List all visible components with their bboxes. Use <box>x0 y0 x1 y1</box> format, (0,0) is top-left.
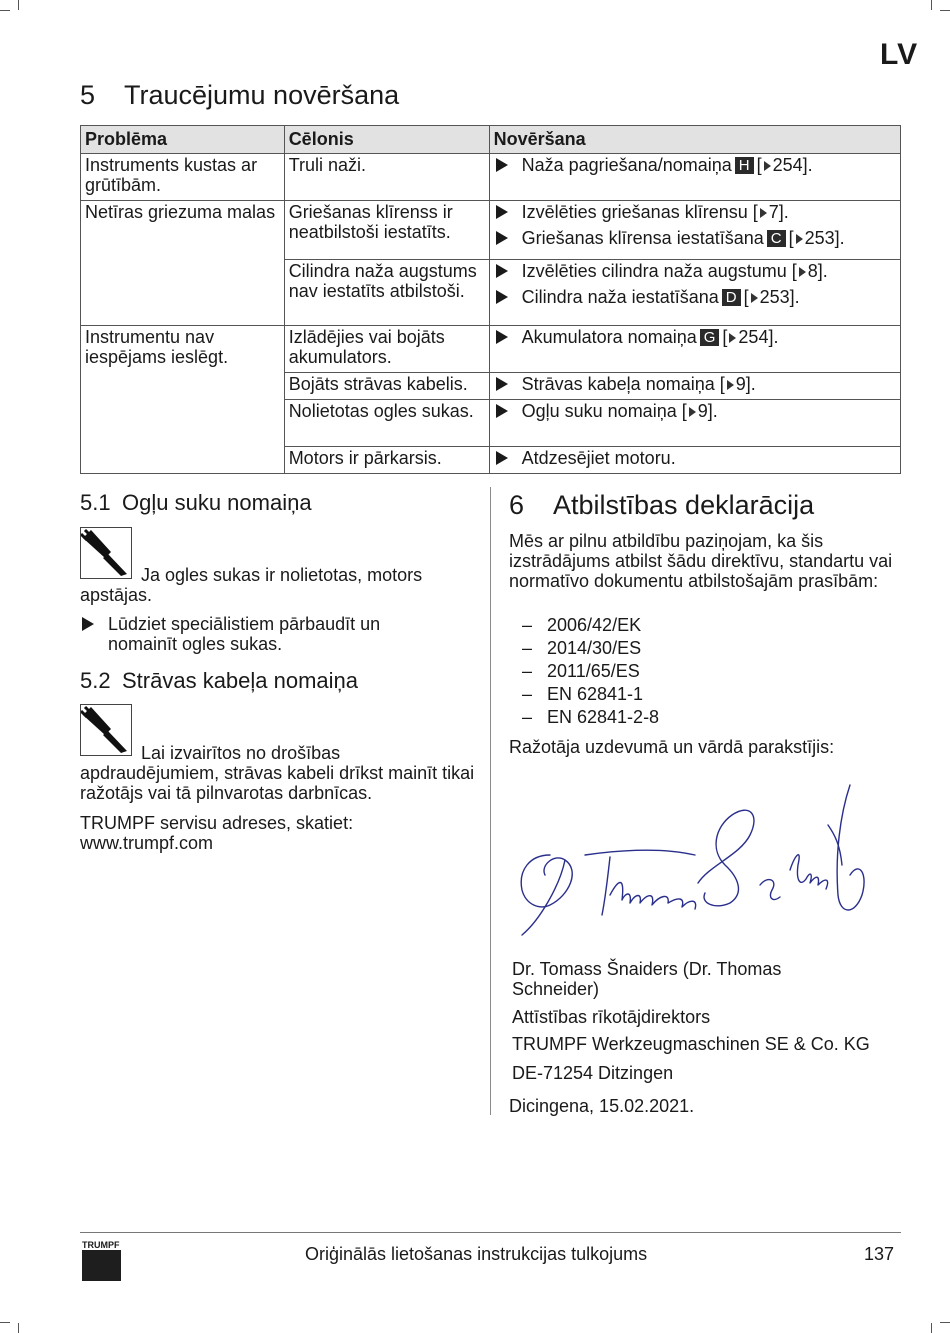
problem-cell: Instruments kustas ar grūtībām. <box>81 154 285 201</box>
section-title: Traucējumu novēršana <box>124 80 400 110</box>
directive: 2006/42/EK <box>547 615 642 635</box>
language-tag: LV <box>880 38 919 71</box>
column-divider <box>490 487 491 1115</box>
table-row <box>81 201 901 260</box>
brand-logo-block <box>82 1250 121 1281</box>
footer-text: Oriģinālās lietošanas instrukcijas tulkojums <box>305 1244 648 1264</box>
list-item: – 2006/42/EK <box>522 615 642 635</box>
troubleshooting-table <box>80 125 901 474</box>
declaration-intro: Mēs ar pilnu atbildību paziņojam, ka šis izstrādājums atbilst šādu direktīvu, standartu vai normatīvo dokumentu atbilstošajām prasībām: <box>509 531 893 591</box>
directive: EN 62841-1 <box>547 684 644 704</box>
bullet-triangle-icon <box>496 404 508 418</box>
directive: 2014/30/ES <box>547 638 642 658</box>
remedy-item: Griešanas klīrensa iestatīšana C [ 253]. <box>494 228 896 248</box>
remedy-item: Naža pagriešana/nomaiņa H [ 254]. <box>494 155 896 175</box>
cause-cell: Izlādējies vai bojāts akumulators. <box>284 326 489 373</box>
bullet-triangle-icon <box>496 330 508 344</box>
cause-cell: Motors ir pārkarsis. <box>284 447 489 474</box>
crop-mark <box>940 1322 950 1323</box>
remedy-text: Izvēlēties griešanas klīrensu [ <box>521 202 758 222</box>
list-item: – EN 62841-2-8 <box>522 707 660 727</box>
section-5-heading <box>80 80 399 111</box>
crop-mark <box>18 0 19 10</box>
figure-badge: G <box>700 329 720 346</box>
page-reference-arrow-icon <box>796 234 803 244</box>
service-note: TRUMPF servisu adreses, skatiet: www.trumpf.com <box>80 813 354 853</box>
bullet-triangle-icon <box>496 205 508 219</box>
remedy-cell <box>489 326 900 373</box>
cause-cell: Nolietotas ogles sukas. <box>284 400 489 447</box>
signer-name: Dr. Tomass Šnaiders (Dr. Thomas Schneider) <box>512 959 782 999</box>
page-reference: 7]. <box>768 202 789 222</box>
column-header: Novēršana <box>489 126 900 154</box>
page-reference: 254]. <box>738 327 779 347</box>
page-reference-arrow-icon <box>799 267 806 277</box>
crop-mark <box>931 1323 932 1333</box>
section-5-2-heading <box>80 668 358 694</box>
section-number: 5 <box>80 80 96 110</box>
remedy-cell <box>489 201 900 260</box>
bullet-triangle-icon <box>496 158 508 172</box>
signature-caption: Ražotāja uzdevumā un vārdā parakstījis: <box>509 737 835 757</box>
page-reference: 8]. <box>807 261 828 281</box>
cause-cell: Griešanas klīrenss ir neatbilstoši iestatīts. <box>284 201 489 260</box>
remedy-item <box>494 401 896 421</box>
page-reference-arrow-icon <box>729 333 736 343</box>
remedy-text: Strāvas kabeļa nomaiņa [ <box>521 374 725 394</box>
directive: EN 62841-2-8 <box>547 707 660 727</box>
figure-badge: H <box>735 157 754 174</box>
section-title: Atbilstības deklarācija <box>553 490 815 520</box>
crop-mark <box>0 1322 10 1323</box>
company-name: TRUMPF Werkzeugmaschinen SE & Co. KG <box>512 1034 870 1054</box>
place-and-date: Dicingena, 15.02.2021. <box>509 1096 695 1116</box>
page-reference: 253]. <box>804 228 845 248</box>
page-reference-arrow-icon <box>751 293 758 303</box>
figure-badge: D <box>722 289 741 306</box>
directive: 2011/65/ES <box>547 661 640 681</box>
page-number: 137 <box>864 1244 895 1264</box>
remedy-item: Akumulatora nomaiņa G [ 254]. <box>494 327 896 347</box>
remedy-item <box>494 261 896 281</box>
bullet-triangle-icon <box>496 231 508 245</box>
problem-cell: Instrumentu nav iespējams ieslēgt. <box>81 326 285 474</box>
bullet-item <box>80 614 430 654</box>
remedy-cell <box>489 260 900 326</box>
section-number: 5.1 <box>80 490 111 515</box>
remedy-item <box>494 448 896 468</box>
section-number: 6 <box>509 490 525 520</box>
page-reference: 9]. <box>735 374 756 394</box>
crop-mark <box>18 1323 19 1333</box>
signer-title: Attīstības rīkotājdirektors <box>512 1007 711 1027</box>
section-title: Strāvas kabeļa nomaiņa <box>122 668 359 693</box>
page-reference-arrow-icon <box>689 407 696 417</box>
section-number: 5.2 <box>80 668 111 693</box>
bullet-triangle-icon <box>496 451 508 465</box>
footer-divider <box>80 1232 901 1233</box>
crop-mark <box>0 10 10 11</box>
remedy-text: Naža pagriešana/nomaiņa <box>521 155 732 175</box>
bullet-text: Lūdziet speciālistiem pārbaudīt un nomainīt ogles sukas. <box>108 614 381 654</box>
bullet-triangle-icon <box>82 617 94 631</box>
handwritten-signature <box>510 775 890 950</box>
page-reference: 9]. <box>697 401 718 421</box>
page-reference-arrow-icon <box>760 208 767 218</box>
remedy-cell <box>489 400 900 447</box>
cause-cell: Bojāts strāvas kabelis. <box>284 373 489 400</box>
remedy-text: Griešanas klīrensa iestatīšana <box>521 228 764 248</box>
directive-list <box>509 614 889 729</box>
problem-cell: Netīras griezuma malas <box>81 201 285 326</box>
section-6-heading <box>509 490 814 521</box>
remedy-cell <box>489 154 900 201</box>
section-5-1-heading <box>80 490 312 516</box>
bullet-triangle-icon <box>496 290 508 304</box>
crop-mark <box>940 10 950 11</box>
remedy-text: Izvēlēties cilindra naža augstumu [ <box>521 261 797 281</box>
remedy-item: Cilindra naža iestatīšana D [ 253]. <box>494 287 896 307</box>
remedy-item <box>494 374 896 394</box>
page-reference-arrow-icon <box>727 380 734 390</box>
remedy-text: Ogļu suku nomaiņa [ <box>521 401 687 421</box>
cause-cell: Cilindra naža augstums nav iestatīts atbilstoši. <box>284 260 489 326</box>
remedy-cell <box>489 373 900 400</box>
list-item: – EN 62841-1 <box>522 684 644 704</box>
cause-cell: Truli naži. <box>284 154 489 201</box>
bullet-triangle-icon <box>496 377 508 391</box>
list-item: – 2011/65/ES <box>522 661 640 681</box>
section-5-2-intro: Lai izvairītos no drošības apdraudējumiem, strāvas kabeli drīkst mainīt tikai ražotājs vai tā pilnvarotas darbnīcas. <box>80 743 475 803</box>
section-5-1-intro: Ja ogles sukas ir nolietotas, motors apstājas. <box>80 565 423 605</box>
remedy-text: Atdzesējiet motoru. <box>521 448 676 468</box>
column-header: Problēma <box>81 126 285 154</box>
table-row <box>81 154 901 201</box>
page-reference-arrow-icon <box>764 161 771 171</box>
figure-badge: C <box>767 230 786 247</box>
crop-mark <box>931 0 932 10</box>
remedy-text: Cilindra naža iestatīšana <box>521 287 719 307</box>
column-header: Cēlonis <box>284 126 489 154</box>
list-item: – 2014/30/ES <box>522 638 642 658</box>
brand-logo-text: TRUMPF <box>82 1240 120 1250</box>
table-header-row <box>81 126 901 154</box>
bullet-triangle-icon <box>496 264 508 278</box>
company-address: DE-71254 Ditzingen <box>512 1063 674 1083</box>
remedy-text: Akumulatora nomaiņa <box>521 327 697 347</box>
page-reference: 254]. <box>772 155 813 175</box>
page-reference: 253]. <box>759 287 800 307</box>
table-row <box>81 326 901 373</box>
remedy-cell <box>489 447 900 474</box>
remedy-item <box>494 202 896 222</box>
section-title: Ogļu suku nomaiņa <box>122 490 312 515</box>
